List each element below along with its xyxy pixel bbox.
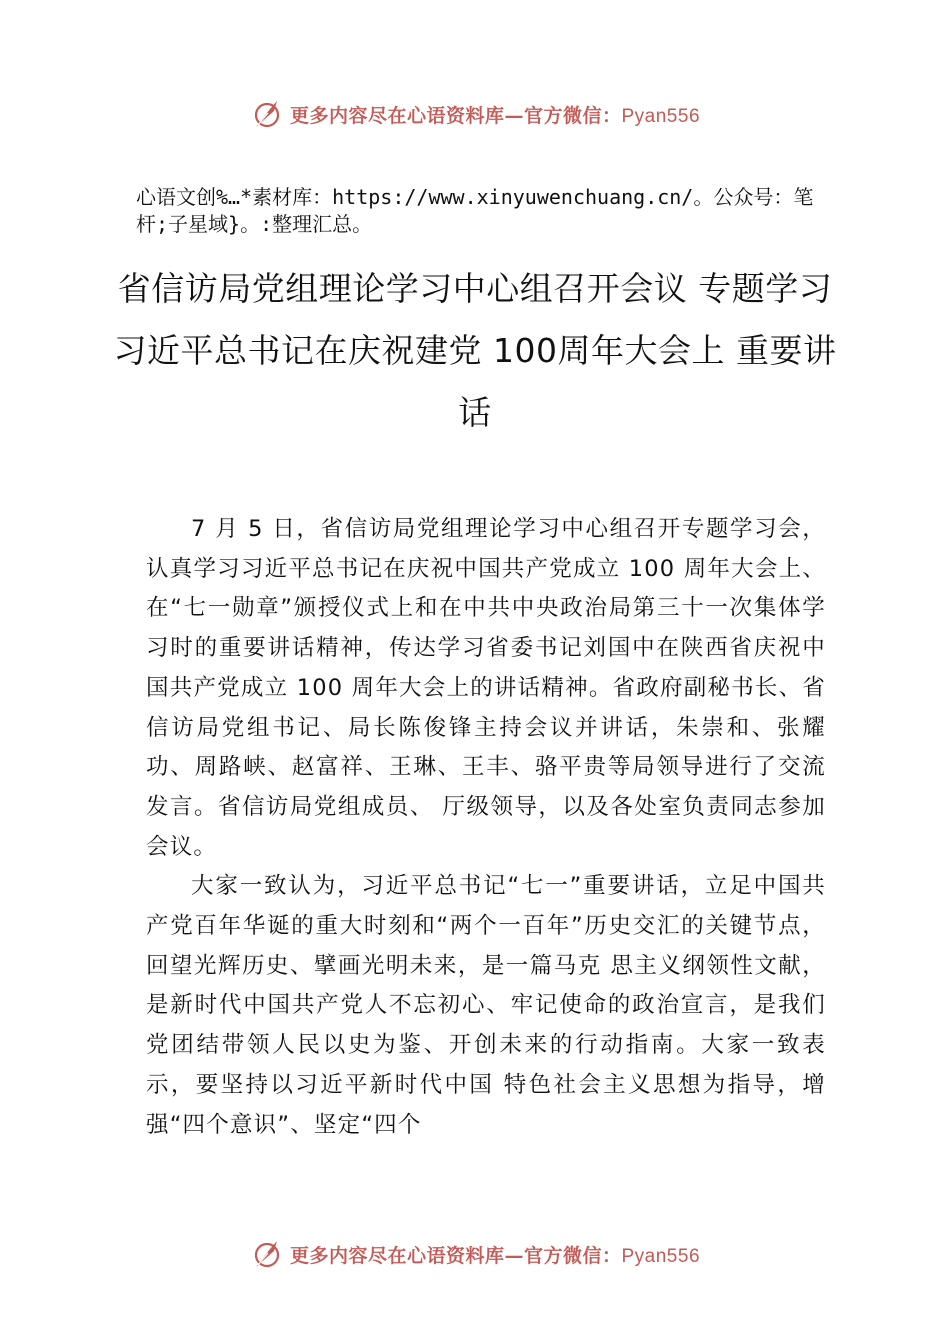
- wechat-id: Pyan556: [621, 105, 701, 127]
- quill-pen-logo-icon: [250, 97, 284, 131]
- paragraph-1: 7 月 5 日，省信访局党组理论学习中心组召开专题学习会，认真学习习近平总书记在庆祝中国共产党成立 100 周年大会上、在“七一勋章”颁授仪式上和在中共中央政治局第三十一次集体学习时的重要讲话精神，传达学习省委书记刘国中在陕西省庆祝中国共产党成立 100 周年大会上的讲话精神。省政府副秘书长、省信访局党组书记、局长陈俊锋主持会议并讲话，朱崇和、张耀功、周路峡、赵富祥、王琳、王丰、骆平贵等局领导进行了交流发言。省信访局党组成员、 厅级领导，以及各处室负责同志参加会议。: [146, 516, 826, 860]
- quill-pen-logo-icon: [250, 1237, 284, 1271]
- document-title: 省信访局党组理论学习中心组召开会议 专题学习习近平总书记在庆祝建党 100周年大会上 重要讲话: [113, 269, 837, 432]
- source-line: 心语文创%…*素材库：https://www.xinyuwenchuang.cn/。公众号：笔杆;子星域}。:整理汇总。: [136, 185, 814, 236]
- paragraph-2: 大家一致认为，习近平总书记“七一”重要讲话，立足中国共产党百年华诞的重大时刻和“两个一百年”历史交汇的关键节点，回望光辉历史、擘画光明未来，是一篇马克 思主义纲领性文献，是新时代中国共产党人不忘初心、牢记使命的政治宣言，是我们党团结带领人民以史为鉴、开创未来的行动指南。大家一致表示，要坚持以习近平新时代中国 特色社会主义思想为指导，增强“四个意识”、坚定“四个: [146, 873, 826, 1138]
- banner-text: 更多内容尽在心语资料库—官方微信：Pyan556: [289, 1244, 701, 1267]
- header-banner: [0, 94, 950, 134]
- banner-text: 更多内容尽在心语资料库—官方微信：Pyan556: [289, 104, 701, 127]
- article-body: [146, 510, 826, 1145]
- footer-banner: [0, 1234, 950, 1274]
- wechat-id: Pyan556: [621, 1245, 701, 1267]
